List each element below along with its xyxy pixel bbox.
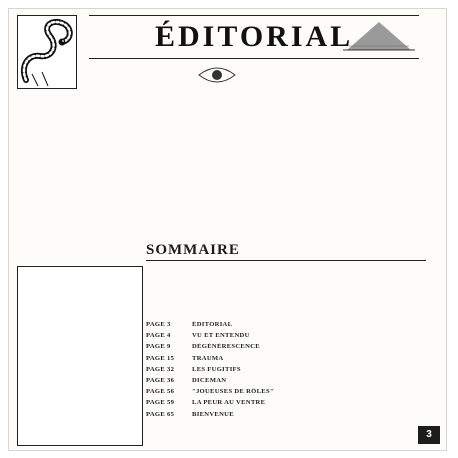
toc-entry-text	[192, 333, 426, 340]
triangle-ornament-icon	[343, 20, 415, 54]
toc-entry-text	[192, 344, 426, 351]
toc-entry-title: LA PEUR AU VENTRE	[192, 399, 266, 407]
toc-page-label: PAGE 59	[146, 399, 175, 407]
toc-entry	[146, 343, 426, 354]
toc-entry	[146, 332, 426, 343]
masthead-box	[17, 266, 143, 446]
toc-entry	[146, 388, 426, 399]
toc-entry-text	[192, 400, 426, 407]
coiled-snake-icon	[18, 16, 76, 88]
toc-entry-text	[192, 389, 426, 396]
toc-entry	[146, 399, 426, 410]
toc-page-label: PAGE 56	[146, 388, 175, 396]
toc-page-label: PAGE 9	[146, 343, 171, 351]
toc-page-label: PAGE 3	[146, 321, 171, 328]
editorial-right-column	[293, 61, 424, 171]
toc-entry	[146, 321, 426, 332]
toc-entry-title: "JOUEUSES DE RÔLES"	[192, 388, 274, 396]
toc-entry-title: DICEMAN	[192, 376, 227, 384]
toc-entry-text	[192, 378, 426, 385]
toc-entry-title: TRAUMA	[192, 354, 224, 362]
editorial-middle-column	[146, 61, 277, 179]
toc-entry-title: LES FUGITIFS	[192, 365, 241, 373]
snake-illustration	[17, 15, 77, 89]
toc-page-label: PAGE 32	[146, 365, 175, 373]
toc-entry-title: ÉDITORIAL	[192, 321, 233, 328]
page-title: ÉDITORIAL	[155, 20, 354, 53]
toc-entry	[146, 377, 426, 388]
toc-entry	[146, 411, 426, 422]
toc-page-label: PAGE 36	[146, 376, 175, 384]
toc-page-label: PAGE 65	[146, 410, 175, 418]
toc-page-label: PAGE 4	[146, 332, 171, 340]
toc-entry-text	[192, 356, 426, 363]
toc-entry-title: DÉGÉNÉRESCENCE	[192, 343, 260, 351]
page-header	[89, 15, 419, 59]
editorial-left-column	[17, 107, 133, 263]
page-number: 3	[418, 426, 440, 444]
toc-entry-title: BIENVENUE	[192, 410, 234, 418]
toc-entry-text	[192, 322, 426, 329]
toc-entry-text	[192, 367, 426, 374]
toc-entry	[146, 355, 426, 366]
sommaire-intro	[146, 266, 424, 316]
sommaire-title: SOMMAIRE	[146, 241, 426, 261]
toc-page-label: PAGE 15	[146, 354, 175, 362]
toc-entry	[146, 366, 426, 377]
toc-entry-title: VU ET ENTENDU	[192, 332, 250, 340]
toc-entry-text	[192, 412, 426, 419]
table-of-contents	[146, 321, 426, 422]
magazine-page	[8, 8, 447, 451]
